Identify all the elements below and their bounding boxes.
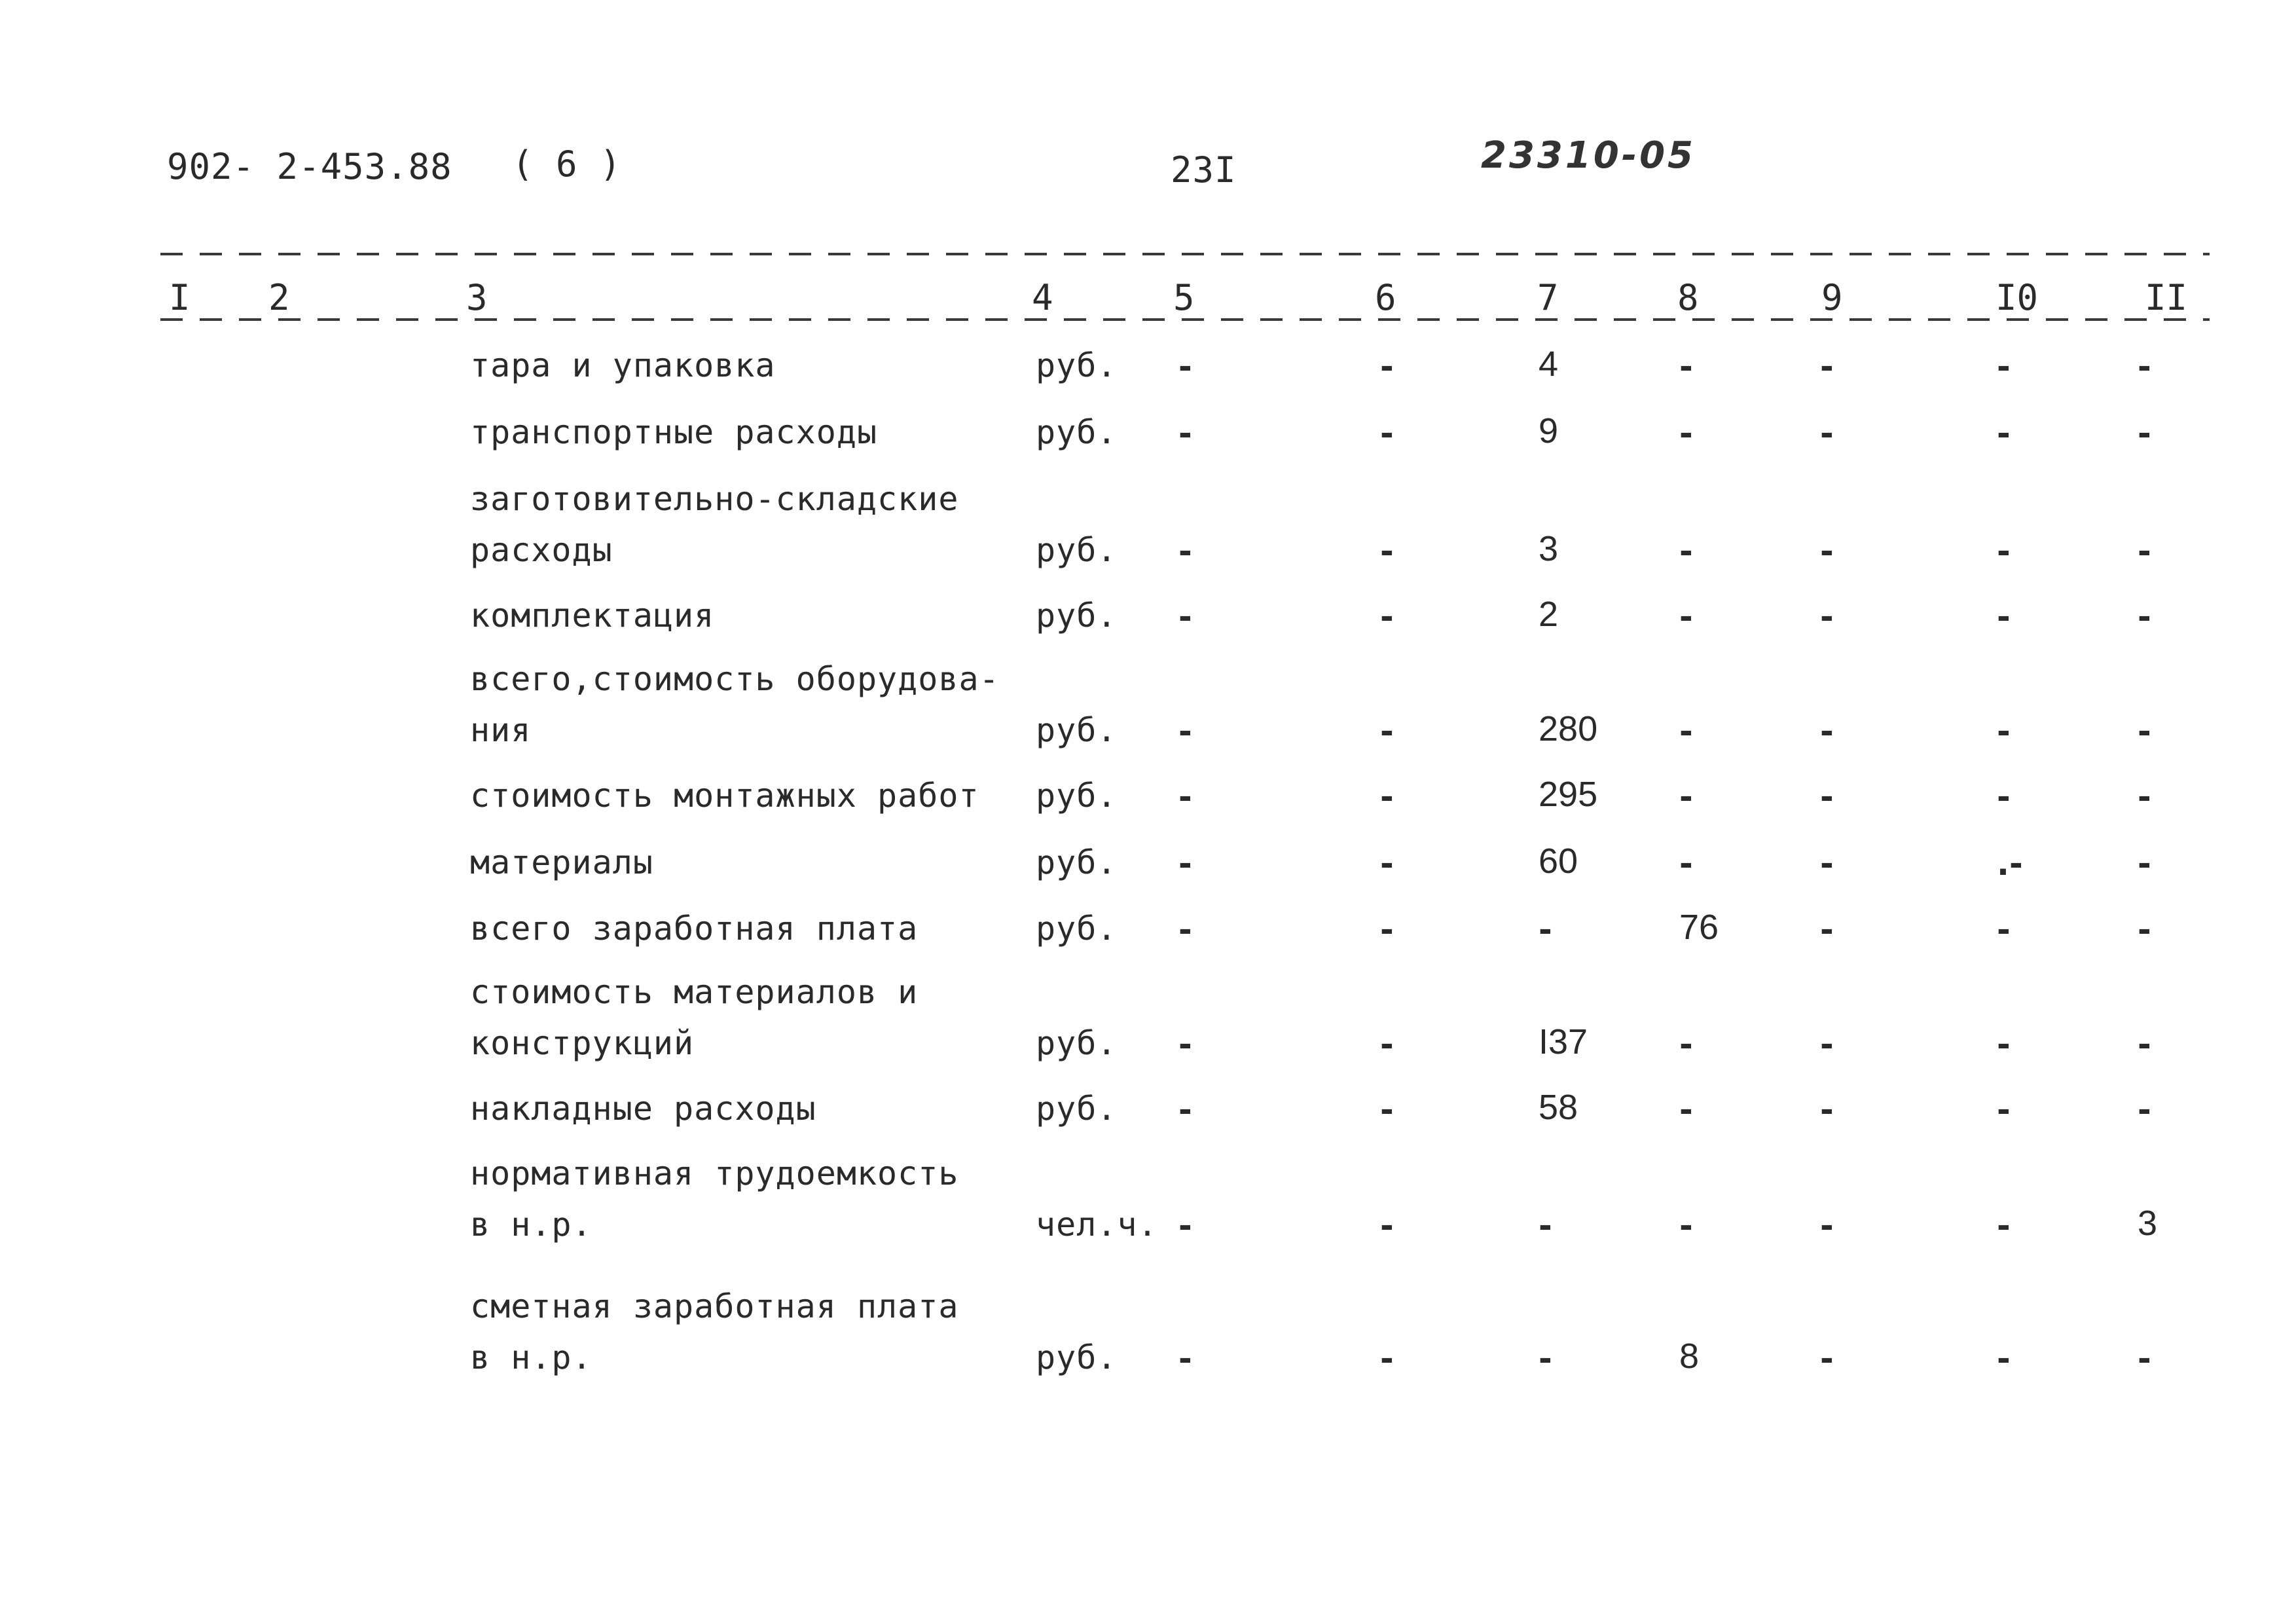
cell-col-5: - [1178,1091,1192,1129]
cell-col-8: - [1679,598,1693,636]
cell-col-11: - [2138,1091,2151,1129]
cell-col-5: - [1178,532,1192,570]
cell-col-6: - [1380,348,1394,386]
row-label: в н.р. [470,1338,592,1376]
cell-col-9: - [1820,1025,1834,1063]
cell-col-5: - [1178,1207,1192,1245]
table-top-rule [160,253,2210,255]
cell-col-9: - [1820,1340,1834,1378]
cell-col-5: - [1178,911,1192,949]
cell-col-10: - [1997,1091,2011,1129]
cell-col-5: - [1178,598,1192,636]
row-unit: руб. [1036,1338,1118,1376]
cell-col-11: - [2138,845,2151,883]
cell-col-6: - [1380,415,1394,452]
column-header-7: 7 [1537,277,1559,318]
cell-col-7: - [1539,1207,1552,1245]
cell-col-6: - [1380,598,1394,636]
row-label: нормативная трудоемкость [470,1154,959,1192]
row-unit: руб. [1036,711,1118,749]
cell-col-5: - [1178,845,1192,883]
cell-col-8: - [1679,1207,1693,1245]
volume-label: ( 6 ) [512,143,622,185]
cell-col-7: I37 [1539,1022,1588,1061]
page-number: 23I [1171,149,1237,191]
cell-col-8: - [1679,532,1693,570]
cell-col-9: - [1820,1207,1834,1245]
cell-col-5: - [1178,1025,1192,1063]
column-header-6: 6 [1375,277,1396,318]
cell-col-6: - [1380,712,1394,750]
row-label: в н.р. [470,1206,592,1244]
cell-col-9: - [1820,348,1834,386]
row-label: тара и упаковка [470,346,776,384]
row-unit: руб. [1036,843,1118,881]
cell-col-8: - [1679,1025,1693,1063]
cell-col-8: - [1679,348,1693,386]
cell-col-11: 3 [2138,1204,2158,1243]
cell-col-7: 58 [1539,1088,1578,1127]
row-unit: руб. [1036,777,1118,815]
row-label: заготовительно-складские [470,480,959,518]
column-header-1: I [169,277,191,318]
cell-col-11: - [2138,1340,2151,1378]
cell-col-9: - [1820,712,1834,750]
cell-col-10: - [1997,911,2011,949]
cell-col-8: - [1679,1091,1693,1129]
row-label: всего,стоимость оборудова- [470,660,1000,698]
row-unit: руб. [1036,346,1118,384]
cell-col-9: - [1820,532,1834,570]
row-unit: руб. [1036,413,1118,451]
cell-col-5: - [1178,778,1192,816]
cell-col-8: - [1679,778,1693,816]
row-label: стоимость материалов и [470,973,919,1011]
row-label: транспортные расходы [470,413,878,451]
column-header-9: 9 [1821,277,1843,318]
cell-col-5: - [1178,348,1192,386]
cell-col-6: - [1380,1091,1394,1129]
column-header-3: 3 [466,277,488,318]
cell-col-6: - [1380,532,1394,570]
cell-col-11: - [2138,532,2151,570]
cell-col-9: - [1820,598,1834,636]
cell-col-11: - [2138,415,2151,452]
cell-col-9: - [1820,911,1834,949]
cell-col-10: - [1997,1207,2011,1245]
row-label: стоимость монтажных работ [470,777,979,815]
cell-col-10: - [1997,532,2011,570]
cell-col-6: - [1380,1340,1394,1378]
row-unit: руб. [1036,1090,1118,1128]
row-unit: руб. [1036,531,1118,569]
cell-col-10: - [1997,1340,2011,1378]
cell-col-7: 280 [1539,709,1598,748]
cell-col-7: - [1539,911,1552,949]
cell-col-11: - [2138,712,2151,750]
cell-col-8: - [1679,415,1693,452]
row-label: ния [470,711,532,749]
row-unit: руб. [1036,910,1118,948]
cell-col-5: - [1178,1340,1192,1378]
table-header-rule [160,318,2210,321]
cell-col-9: - [1820,845,1834,883]
cell-col-11: - [2138,1025,2151,1063]
cell-col-7: 3 [1539,529,1559,568]
cell-col-11: - [2138,911,2151,949]
cell-col-6: - [1380,1207,1394,1245]
row-label: всего заработная плата [470,910,919,948]
row-label: конструкций [470,1024,695,1062]
row-label: материалы [470,843,653,881]
column-header-2: 2 [268,277,290,318]
cell-col-7: 4 [1539,344,1559,384]
cell-col-7: 295 [1539,775,1598,814]
cell-col-10: - [1997,712,2011,750]
cell-col-6: - [1380,778,1394,816]
cell-col-8: - [1679,712,1693,750]
cell-col-8: - [1679,845,1693,883]
cell-col-8: 76 [1679,908,1719,947]
row-label: сметная заработная плата [470,1287,959,1325]
cell-col-10: - [1997,1025,2011,1063]
cell-col-9: - [1820,1091,1834,1129]
cell-col-11: - [2138,778,2151,816]
cell-col-9: - [1820,778,1834,816]
handwritten-code: 23310-05 [1481,134,1696,177]
cell-col-5: - [1178,712,1192,750]
cell-col-9: - [1820,415,1834,452]
row-label: накладные расходы [470,1090,816,1128]
row-unit: руб. [1036,1024,1118,1062]
cell-col-6: - [1380,911,1394,949]
cell-col-5: - [1178,415,1192,452]
document-number: 902- 2-453.88 [167,146,452,187]
cell-col-8: 8 [1679,1337,1700,1376]
cell-col-6: - [1380,1025,1394,1063]
column-header-5: 5 [1173,277,1195,318]
column-header-4: 4 [1032,277,1053,318]
cell-col-11: - [2138,598,2151,636]
cell-col-10: - [1997,598,2011,636]
row-label: расходы [470,531,613,569]
column-header-8: 8 [1677,277,1699,318]
cell-col-7: 2 [1539,595,1559,634]
cell-col-10: - [1997,415,2011,452]
row-unit: чел.ч. [1036,1206,1158,1244]
column-header-11: II [2145,277,2188,318]
cell-col-7: - [1539,1340,1552,1378]
cell-col-11: - [2138,348,2151,386]
cell-col-10: - [1997,778,2011,816]
column-header-10: I0 [1995,277,2039,318]
row-label: комплектация [470,597,715,635]
cell-col-10: .- [1997,845,2023,883]
cell-col-10: - [1997,348,2011,386]
cell-col-7: 9 [1539,411,1559,451]
row-unit: руб. [1036,597,1118,635]
cell-col-6: - [1380,845,1394,883]
cell-col-7: 60 [1539,841,1578,881]
